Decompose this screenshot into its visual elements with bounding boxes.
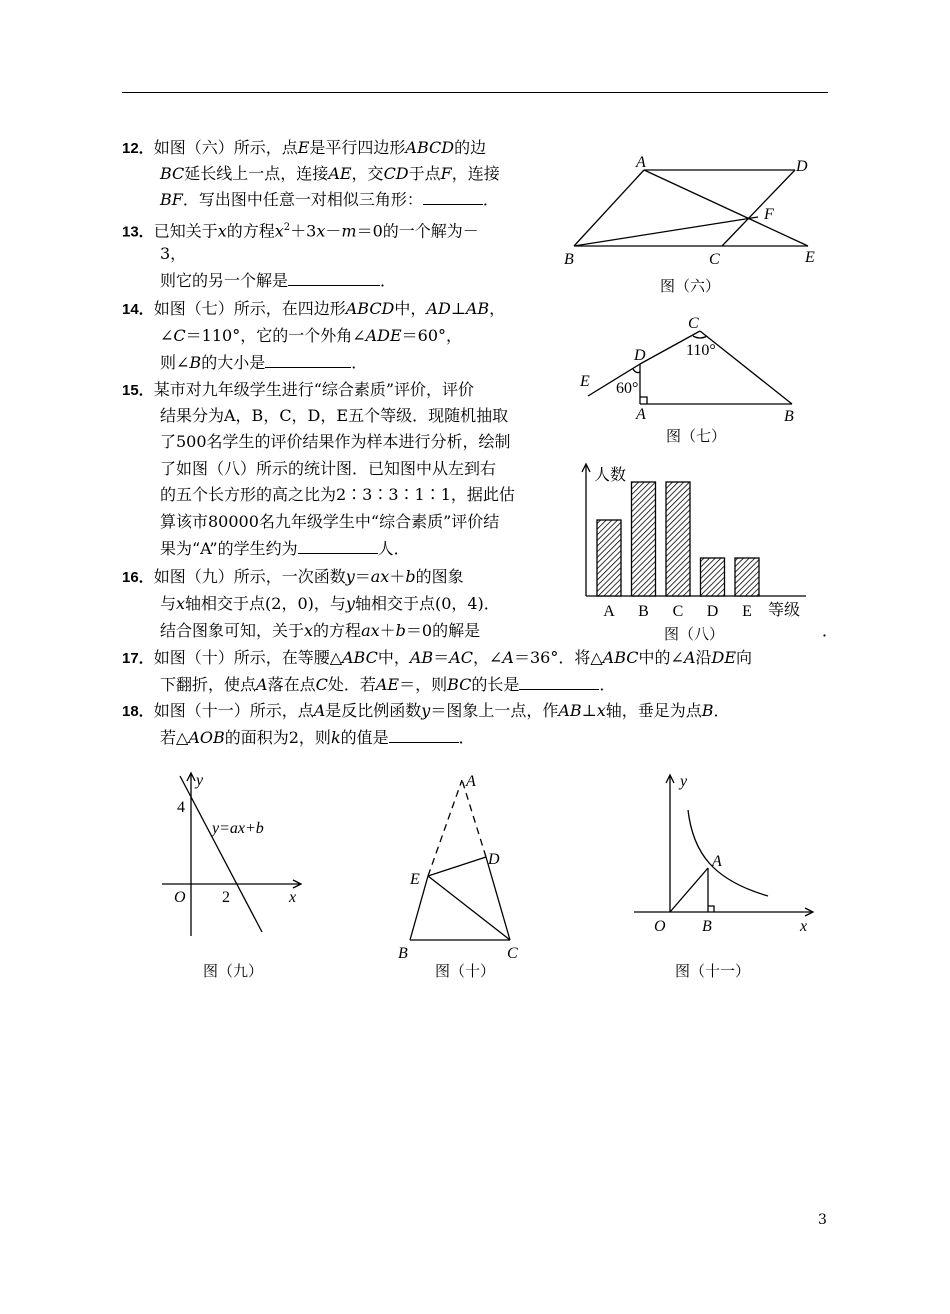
fig7-label-a: A (636, 406, 646, 423)
fig9-label-2: 2 (222, 889, 230, 906)
q16-text: ＝ (354, 567, 371, 586)
q14-text: ∠ (160, 326, 174, 345)
q18-var: A (313, 701, 326, 720)
q12-line1 (122, 135, 486, 162)
fig7-label-b: B (784, 408, 794, 425)
q18-text: 若△ (160, 728, 189, 747)
q16-end-period: ． (822, 621, 839, 640)
q17-text: 如图（十）所示，在等腰△ (153, 648, 342, 667)
q12-answer-blank[interactable] (423, 204, 483, 205)
fig7-angle-c: 110° (686, 342, 716, 359)
fig10-label-b: B (398, 945, 408, 962)
fig7-angle-d: 60° (616, 380, 639, 397)
fig8-bar-b (632, 482, 656, 596)
q16-line1 (122, 564, 464, 591)
q15-line2: 结果分为A，B，C，D，E五个等级．现随机抽取 (160, 406, 509, 425)
q12-var-abcd: ABCD (405, 138, 455, 157)
fig6-segment-ab (574, 170, 644, 246)
q17-var: A (683, 648, 696, 667)
fig8-tick-a: A (603, 603, 615, 620)
q15-answer-blank[interactable] (298, 553, 378, 554)
q17-line1 (122, 645, 752, 672)
q13-line2: 3， (160, 244, 187, 263)
fig10-label-e: E (410, 871, 420, 888)
q12-var: AE (328, 164, 352, 183)
q16-var: b (405, 567, 416, 586)
q18-var: x (596, 701, 606, 720)
fig11-caption: 图（十一） (675, 962, 751, 980)
q17-text: 处．若 (327, 675, 376, 694)
q13-number: 13． (122, 223, 154, 241)
q15-text: 某市对九年级学生进行“综合素质”评价，评价 (153, 380, 475, 399)
fig6-label-d: D (796, 158, 808, 175)
q12-var: F (440, 164, 452, 183)
fig10-segment-ec (428, 876, 510, 940)
q15-line7 (160, 536, 410, 562)
q17-var: AE (375, 675, 400, 694)
fig6-label-e: E (805, 249, 815, 266)
q17-text: ＝ (433, 648, 450, 667)
figure-8-bar-chart (575, 455, 815, 625)
q16-text: 如图（九）所示，一次函数 (153, 567, 346, 586)
q14-var: B (189, 353, 202, 372)
fig7-angle-arc-d (633, 369, 640, 373)
q18-var: k (330, 728, 341, 747)
fig8-bar-e (735, 558, 759, 596)
fig8-tick-c: C (672, 603, 684, 620)
q12-text: ，连接 (451, 164, 500, 183)
q18-var: B (701, 701, 714, 720)
q18-text: 的面积为2，则 (224, 728, 331, 747)
q18-line1 (122, 698, 730, 725)
q17-var: ABC (342, 648, 378, 667)
fig10-dashed-da (462, 780, 486, 857)
q17-var: C (315, 675, 328, 694)
q12-var: CD (383, 164, 409, 183)
q16-var: ax (370, 567, 390, 586)
q15-text: 人． (377, 539, 410, 558)
q18-answer-blank[interactable] (389, 742, 459, 743)
fig8-bar-c (666, 482, 690, 596)
q15-line4: 了如图（八）所示的统计图．已知图中从左到右 (160, 459, 497, 478)
q16-text: 结合图象可知，关于 (160, 621, 305, 640)
q12-number: 12． (122, 140, 154, 157)
q12-var: BC (160, 164, 185, 183)
q14-answer-blank[interactable] (265, 367, 351, 368)
q14-text: 如图（七）所示，在四边形 (153, 299, 346, 318)
q16-text: 的方程 (313, 621, 362, 640)
fig7-right-angle-mark (640, 397, 647, 404)
q16-number: 16． (122, 569, 154, 586)
q14-text: 中， (394, 299, 427, 318)
q14-text: ⊥ (450, 299, 466, 318)
q17-var: AB (409, 648, 434, 667)
q17-text: ＝，则 (399, 675, 448, 694)
fig8-tick-e: E (742, 603, 752, 620)
q16-var: ax (361, 621, 380, 640)
q16-line3 (160, 618, 480, 644)
q14-line2 (160, 323, 462, 349)
fig8-y-label: 人数 (594, 467, 627, 484)
fig11-label-x: x (800, 918, 808, 935)
fig7-angle-arc-c (693, 336, 707, 338)
q14-text: 的大小是 (201, 353, 266, 372)
q14-var: AD (426, 299, 451, 318)
fig8-caption: 图（八） (664, 625, 725, 643)
q17-text: 下翻折，使点 (160, 675, 257, 694)
q13-text: － (325, 221, 342, 241)
q17-text: 落在点 (267, 675, 316, 694)
fig8-x-label: 等级 (768, 602, 801, 619)
q13-text: ＋3 (290, 221, 317, 241)
q16-var: y (345, 594, 355, 613)
figure-10 (390, 770, 540, 965)
q15-number: 15． (122, 382, 154, 399)
q16-var: b (395, 621, 406, 640)
q17-answer-blank[interactable] (519, 689, 599, 690)
q13-var: x (274, 221, 284, 241)
fig10-segment-ed (428, 857, 486, 876)
fig10-label-d: D (488, 851, 500, 868)
fig8-tick-d: D (706, 603, 719, 620)
fig8-bar-a (597, 520, 621, 596)
q16-text: ＝0的解是 (405, 621, 481, 640)
q16-line2 (160, 591, 500, 617)
q16-text: 的图象 (415, 567, 464, 586)
q18-var: y (421, 701, 431, 720)
q18-text: ． (713, 701, 730, 720)
q12-line2 (160, 161, 500, 187)
q18-text: ⊥ (581, 701, 597, 720)
fig6-label-a: A (636, 154, 646, 171)
q14-var: C (173, 326, 186, 345)
q18-var: AOB (188, 728, 225, 747)
q14-text: 则∠ (160, 353, 190, 372)
q12-text: 如图（六）所示，点 (153, 138, 298, 157)
figure-6 (560, 150, 830, 275)
fig10-label-c: C (507, 945, 518, 962)
q17-text: 中的∠ (638, 648, 684, 667)
fig10-segment-cd (486, 857, 510, 940)
fig6-label-f: F (764, 206, 774, 223)
q13-text: ． (380, 271, 397, 290)
q12-text: ，交 (351, 164, 384, 183)
q14-var: ABCD (345, 299, 395, 318)
q17-number: 17． (122, 650, 154, 667)
q13-text: 已知关于 (153, 221, 218, 241)
q18-text: ＝图象上一点，作 (430, 701, 559, 720)
q14-line3 (160, 350, 367, 376)
q13-text: 则它的另一个解是 (160, 271, 289, 290)
q14-text: ＝60°， (401, 326, 463, 345)
fig11-label-y: y (680, 773, 688, 790)
q17-text: ＝36°．将△ (513, 648, 603, 667)
q12-text: 于点 (408, 164, 441, 183)
q16-text: 轴相交于点(0，4)． (354, 594, 500, 613)
q13-answer-blank[interactable] (288, 285, 380, 286)
fig7-label-e: E (580, 373, 590, 390)
fig6-label-c: C (709, 251, 720, 268)
q13-var: x (316, 221, 326, 241)
q16-text: 轴相交于点(2，0)，与 (185, 594, 346, 613)
q12-text: 延长线上一点，连接 (184, 164, 329, 183)
figure-9 (155, 770, 315, 940)
q12-text: ． (482, 190, 499, 209)
q17-var: A (256, 675, 268, 694)
q12-var-e: E (297, 138, 310, 157)
q17-text: 沿 (695, 648, 712, 667)
figure-7 (575, 315, 825, 425)
q17-text: 中， (377, 648, 410, 667)
q14-text: ＝110°，它的一个外角∠ (185, 326, 366, 345)
q16-text: 与 (160, 594, 177, 613)
fig9-caption: 图（九） (203, 962, 264, 980)
fig11-label-o: O (654, 918, 666, 935)
q18-var: AB (558, 701, 582, 720)
fig8-bar-d (701, 558, 725, 596)
fig9-label-o: O (174, 889, 186, 906)
q13-text: ＝0的一个解为－ (356, 221, 479, 241)
q18-text: 的值是 (340, 728, 389, 747)
q17-text: 向 (736, 648, 753, 667)
header-rule (122, 92, 828, 93)
q13-var: x (217, 221, 227, 241)
fig11-label-b: B (702, 918, 712, 935)
q17-var: A (502, 648, 514, 667)
q14-line1 (122, 296, 505, 323)
q15-text: 果为“A”的学生约为 (160, 539, 298, 558)
q16-var: x (176, 594, 186, 613)
fig6-caption: 图（六） (660, 277, 721, 295)
q17-var: BC (447, 675, 472, 694)
q15-line5: 的五个长方形的高之比为2∶3∶3∶1∶1，据此估 (160, 485, 515, 504)
q12-var: BF (160, 190, 183, 209)
q16-var: x (304, 621, 314, 640)
fig11-right-angle-mark (708, 906, 714, 912)
fig6-label-b: B (564, 251, 574, 268)
fig9-function-line (180, 776, 262, 932)
q18-text: ． (458, 728, 475, 747)
fig8-tick-b: B (638, 603, 649, 620)
q15-line6: 算该市80000名九年级学生中“综合素质”评价结 (160, 512, 500, 531)
fig11-label-a: A (712, 853, 722, 870)
q13-exponent: 2 (283, 222, 291, 233)
fig6-segment-bf (574, 217, 758, 246)
fig11-hyperbola (688, 810, 768, 896)
q12-text: 的边 (454, 138, 487, 157)
q18-number: 18． (122, 703, 154, 720)
q18-text: 是反比例函数 (325, 701, 422, 720)
fig7-label-c: C (688, 315, 699, 332)
page-number: 3 (818, 1212, 827, 1228)
q14-var: ADE (365, 326, 402, 345)
q13-text: 的方程 (226, 221, 275, 241)
q14-var: AB (465, 299, 490, 318)
q17-line2 (160, 672, 615, 698)
fig7-caption: 图（七） (666, 427, 727, 445)
q14-text: ． (351, 353, 368, 372)
q13-line3 (160, 268, 396, 294)
fig11-segment-oa (670, 868, 708, 912)
q12-line3 (160, 187, 499, 213)
q13-var: m (341, 221, 357, 241)
q18-text: 如图（十一）所示，点 (153, 701, 314, 720)
q17-var: ABC (602, 648, 639, 667)
q17-var: DE (711, 648, 737, 667)
q18-text: 轴，垂足为点 (605, 701, 702, 720)
fig9-label-func: y=ax+b (212, 820, 264, 837)
q16-text: ＋ (389, 567, 406, 586)
fig10-dashed-ea (428, 780, 462, 876)
fig9-label-y: y (196, 772, 204, 789)
q14-number: 14． (122, 301, 154, 318)
q17-text: ，∠ (473, 648, 503, 667)
figure-11 (625, 770, 825, 940)
fig9-label-x: x (289, 889, 297, 906)
q15-line1 (122, 377, 474, 404)
q14-text: ， (489, 299, 506, 318)
q16-text: ＋ (379, 621, 396, 640)
q12-text: ．写出图中任意一对相似三角形： (182, 190, 423, 209)
q17-text: 的长是 (471, 675, 520, 694)
fig10-caption: 图（十） (435, 962, 496, 980)
q16-var: y (345, 567, 355, 586)
fig7-label-d: D (634, 347, 646, 364)
fig10-label-a: A (466, 773, 476, 790)
q18-line2 (160, 725, 475, 751)
fig9-label-4: 4 (177, 799, 185, 816)
q12-text: 是平行四边形 (309, 138, 406, 157)
q15-line3: 了500名学生的评价结果作为样本进行分析，绘制 (160, 432, 511, 451)
q17-var: AC (449, 648, 473, 667)
q17-text: ． (599, 675, 616, 694)
